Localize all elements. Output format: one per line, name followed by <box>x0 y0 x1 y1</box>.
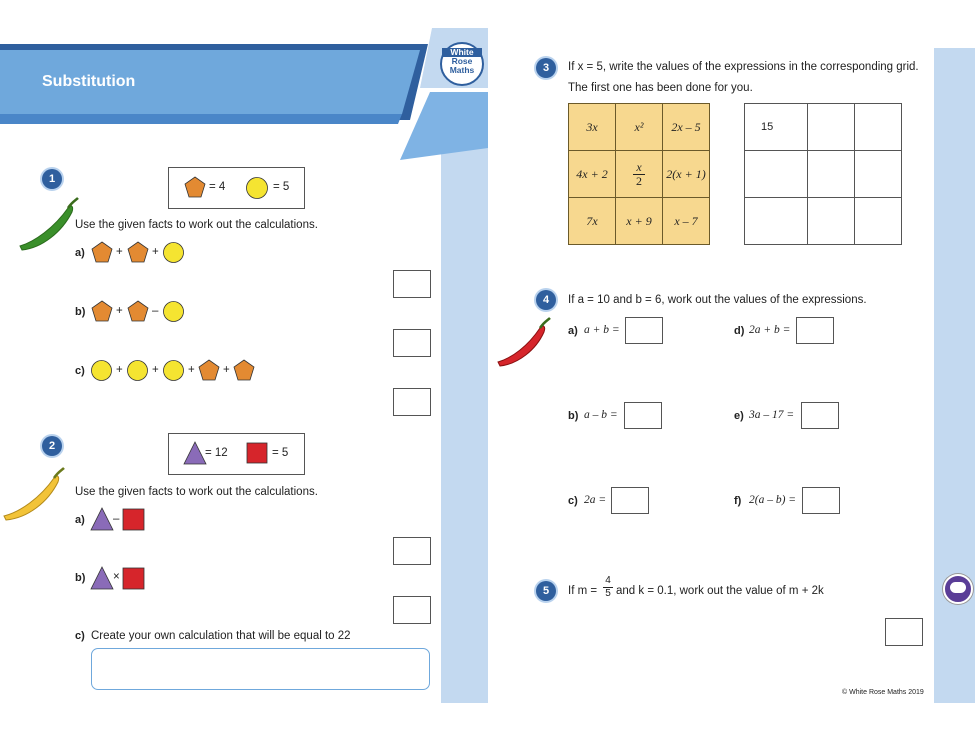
q2-b-answer-box[interactable] <box>393 596 431 624</box>
question-5-number: 5 <box>536 581 556 601</box>
plus-sign: + <box>188 364 195 376</box>
logo-text-2: Rose <box>451 56 473 66</box>
grid-cell: 4x + 2 <box>569 151 616 198</box>
red-chilli-icon <box>494 314 552 368</box>
q4-f-answer-box[interactable] <box>802 487 840 514</box>
q4-f-label: f) <box>734 495 742 507</box>
grid-cell: x² <box>616 104 663 151</box>
square-icon <box>122 567 145 590</box>
q4-f-expr: 2(a – b) = <box>749 494 797 506</box>
left-page <box>0 28 488 703</box>
q3-line1: If x = 5, write the values of the expressions in the corresponding grid. <box>568 61 919 73</box>
pentagon-icon <box>127 300 149 322</box>
q1-a-label: a) <box>75 247 85 259</box>
grid-cell: 3x <box>569 104 616 151</box>
q4-c-answer-box[interactable] <box>611 487 649 514</box>
q1-fact-pentagon: = 4 <box>209 181 226 193</box>
plus-sign: + <box>116 364 123 376</box>
q3-line2: The first one has been done for you. <box>568 82 753 94</box>
q2-c-text: Create your own calculation that will be equal to 22 <box>91 630 351 642</box>
triangle-icon <box>90 566 114 590</box>
q2-a-answer-box[interactable] <box>393 537 431 565</box>
q5-frac-num: 4 <box>603 575 613 588</box>
q1-c-label: c) <box>75 365 85 377</box>
q3-expression-grid <box>568 103 710 245</box>
minus-sign: – <box>152 305 159 317</box>
answer-cell[interactable] <box>745 151 808 198</box>
answer-cell[interactable] <box>745 198 808 245</box>
answer-cell[interactable] <box>855 104 902 151</box>
pentagon-icon <box>91 241 113 263</box>
question-2-number: 2 <box>42 436 62 456</box>
grid-cell: 2x – 5 <box>663 104 710 151</box>
right-page <box>488 28 975 703</box>
q2-b-label: b) <box>75 572 86 584</box>
left-side-strip <box>441 148 488 703</box>
q4-d-answer-box[interactable] <box>796 317 834 344</box>
answer-cell[interactable] <box>855 151 902 198</box>
plus-sign: + <box>152 364 159 376</box>
frac-den: 2 <box>636 173 642 188</box>
question-1-number: 1 <box>42 169 62 189</box>
grid-cell-fraction <box>616 151 663 198</box>
cloud-helper-icon[interactable] <box>943 574 973 604</box>
circle-icon <box>162 359 185 382</box>
plus-sign: + <box>223 364 230 376</box>
q2-c-answer-field[interactable] <box>91 648 430 690</box>
pentagon-icon <box>233 359 255 381</box>
square-icon <box>122 508 145 531</box>
q4-b-label: b) <box>568 410 579 422</box>
q4-c-expr: 2a = <box>584 494 607 506</box>
q1-b-label: b) <box>75 306 86 318</box>
yellow-chilli-icon <box>0 464 66 522</box>
logo-text-1: White <box>442 48 482 57</box>
grid-cell: 7x <box>569 198 616 245</box>
q3-answer-grid <box>744 103 902 245</box>
question-3-number: 3 <box>536 58 556 78</box>
q4-e-label: e) <box>734 410 744 422</box>
q1-c-answer-box[interactable] <box>393 388 431 416</box>
q4-a-answer-box[interactable] <box>625 317 663 344</box>
pentagon-icon <box>184 176 206 198</box>
triangle-icon <box>183 441 207 465</box>
q4-b-expr: a – b = <box>584 409 618 421</box>
times-sign: × <box>113 571 120 583</box>
answer-cell[interactable] <box>855 198 902 245</box>
answer-cell[interactable] <box>808 104 855 151</box>
q4-intro: If a = 10 and b = 6, work out the values of the expressions. <box>568 294 867 306</box>
q2-fact-square: = 5 <box>272 447 289 459</box>
q4-e-expr: 3a – 17 = <box>749 409 795 421</box>
q5-fraction <box>603 575 613 600</box>
q5-text-before: If m = <box>568 585 598 597</box>
grid-cell: x – 7 <box>663 198 710 245</box>
minus-sign: – <box>113 513 120 525</box>
plus-sign: + <box>116 246 123 258</box>
pentagon-icon <box>91 300 113 322</box>
grid-cell: 2(x + 1) <box>663 151 710 198</box>
q4-d-expr: 2a + b = <box>749 324 791 336</box>
pentagon-icon <box>198 359 220 381</box>
plus-sign: + <box>116 305 123 317</box>
answer-cell[interactable] <box>745 104 808 151</box>
circle-icon <box>90 359 113 382</box>
circle-icon <box>162 241 185 264</box>
q1-a-answer-box[interactable] <box>393 270 431 298</box>
circle-icon <box>245 176 269 200</box>
q1-instruction: Use the given facts to work out the calculations. <box>75 219 318 231</box>
q5-answer-box[interactable] <box>885 618 923 646</box>
q4-e-answer-box[interactable] <box>801 402 839 429</box>
circle-icon <box>126 359 149 382</box>
q1-b-answer-box[interactable] <box>393 329 431 357</box>
answer-cell[interactable] <box>808 151 855 198</box>
answer-first-value: 15 <box>761 121 774 133</box>
q2-c-label: c) <box>75 630 85 642</box>
right-side-strip <box>934 48 975 703</box>
plus-sign: + <box>152 246 159 258</box>
q4-b-answer-box[interactable] <box>624 402 662 429</box>
pentagon-icon <box>127 241 149 263</box>
grid-cell: x + 9 <box>616 198 663 245</box>
green-chilli-icon <box>14 196 80 252</box>
q2-fact-triangle: = 12 <box>205 447 228 459</box>
logo-text-3: Maths <box>449 65 475 75</box>
square-icon <box>246 442 268 464</box>
title-banner <box>0 28 488 168</box>
frac-num: x <box>633 161 645 175</box>
q5-frac-den: 5 <box>605 588 611 599</box>
q4-a-label: a) <box>568 325 578 337</box>
q2-a-label: a) <box>75 514 85 526</box>
circle-icon <box>162 300 185 323</box>
page-title: Substitution <box>42 73 136 90</box>
question-4-number: 4 <box>536 290 556 310</box>
triangle-icon <box>90 507 114 531</box>
q2-instruction: Use the given facts to work out the calculations. <box>75 486 318 498</box>
q1-fact-circle: = 5 <box>273 181 290 193</box>
q4-c-label: c) <box>568 495 578 507</box>
answer-cell[interactable] <box>808 198 855 245</box>
q5-text-after: and k = 0.1, work out the value of m + 2k <box>616 585 824 597</box>
q4-a-expr: a + b = <box>584 324 620 336</box>
white-rose-logo <box>440 42 484 86</box>
copyright: © White Rose Maths 2019 <box>842 689 924 696</box>
q4-d-label: d) <box>734 325 745 337</box>
